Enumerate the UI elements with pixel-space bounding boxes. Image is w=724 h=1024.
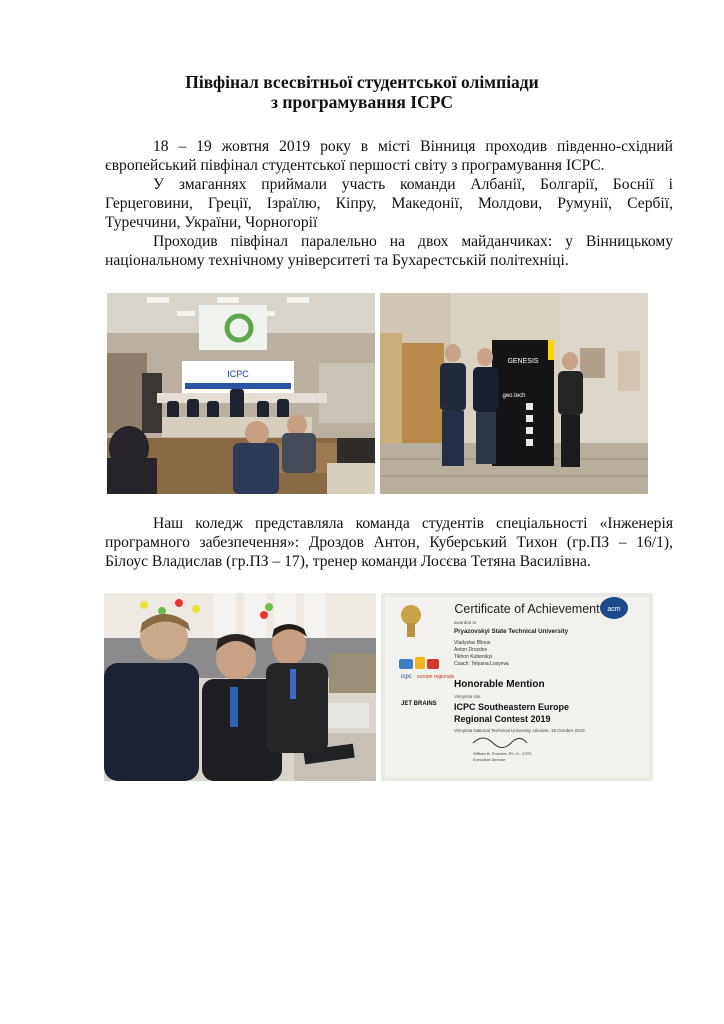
conference-hall-image — [107, 293, 375, 494]
rollup-genesis-text: GENESIS — [507, 358, 539, 365]
paragraph-countries-text: У змаганнях приймали участь команди Албанії, Болгарії, Боснії і Герцеговини, Греції, Ізраїлю, Кіпру, Македонії, Молдови, Румунії, Сербії, Туреччини, України, Чорногорії — [105, 176, 673, 231]
banner-icpc-text: ICPC — [227, 369, 249, 379]
paragraph-venues-text: Проходив півфінал паралельно на двох майданчиках: у Вінницькому національному технічному університеті та Бухарестській політехніці. — [105, 233, 673, 269]
photo-conference-hall — [107, 293, 375, 494]
certificate-name-2: Anton Drozdov — [454, 647, 488, 653]
paragraph-countries — [105, 175, 673, 232]
team-banner-image — [380, 293, 648, 494]
photo-certificate — [381, 593, 653, 781]
paragraph-team — [105, 514, 673, 571]
photo-team-banner — [380, 293, 648, 494]
jetbrains-logo-text: JET BRAINS — [401, 701, 437, 707]
certificate-date: Vinnytsia National Technical University, Ukraine, 19 October 2019 — [454, 728, 585, 733]
photo-students-computers — [104, 593, 376, 781]
certificate-heading: Certificate of Achievement — [454, 602, 600, 616]
certificate-contest-line1: ICPC Southeastern Europe — [454, 702, 570, 712]
certificate-university: Pryazovskyi State Technical University — [454, 628, 569, 635]
certificate-coach: Coach: Tetyana Losyeva — [454, 661, 509, 667]
certificate-signer-title: Executive Director — [473, 757, 506, 762]
certificate-image — [381, 593, 653, 781]
certificate-name-1: Vladyslav Bilous — [454, 640, 491, 646]
paragraph-event-text: 18 – 19 жовтня 2019 року в місті Вінниця проходив південно-східний європейський півфінал студентської першості світу з програмування ICPC. — [105, 138, 673, 174]
page-title-line2: з програмування ICPC — [270, 92, 454, 112]
icpc-logo-text: icpc — [401, 674, 412, 680]
certificate-site: Vinnytsia site — [454, 694, 481, 699]
acm-logo-text: acm — [607, 606, 621, 613]
page-title-line1: Півфінал всесвітньої студентської олімпіади — [185, 72, 539, 92]
paragraph-event — [105, 137, 673, 175]
rollup-geotech-text: geo.tech — [502, 393, 526, 399]
students-computers-image — [104, 593, 376, 781]
europe-regionals-text: europe regionals — [417, 674, 455, 680]
certificate-awarded: awarded to — [454, 620, 477, 625]
certificate-honor: Honorable Mention — [454, 679, 545, 690]
certificate-contest-line2: Regional Contest 2019 — [454, 714, 551, 724]
certificate-name-3: Tikhon Kuberskyi — [454, 654, 493, 660]
paragraph-team-text: Наш коледж представляла команда студентів спеціальності «Інженерія програмного забезпечення»: Дроздов Антон, Куберський Тихон (гр.ПЗ – 16/1), Білоус Владислав (гр.ПЗ – 17), тренер команди Лосєва Тетяна Василівна. — [105, 515, 673, 570]
paragraph-venues — [105, 232, 673, 270]
certificate-signer: William B. Poucher, Ph. D., ICPC — [473, 751, 532, 756]
